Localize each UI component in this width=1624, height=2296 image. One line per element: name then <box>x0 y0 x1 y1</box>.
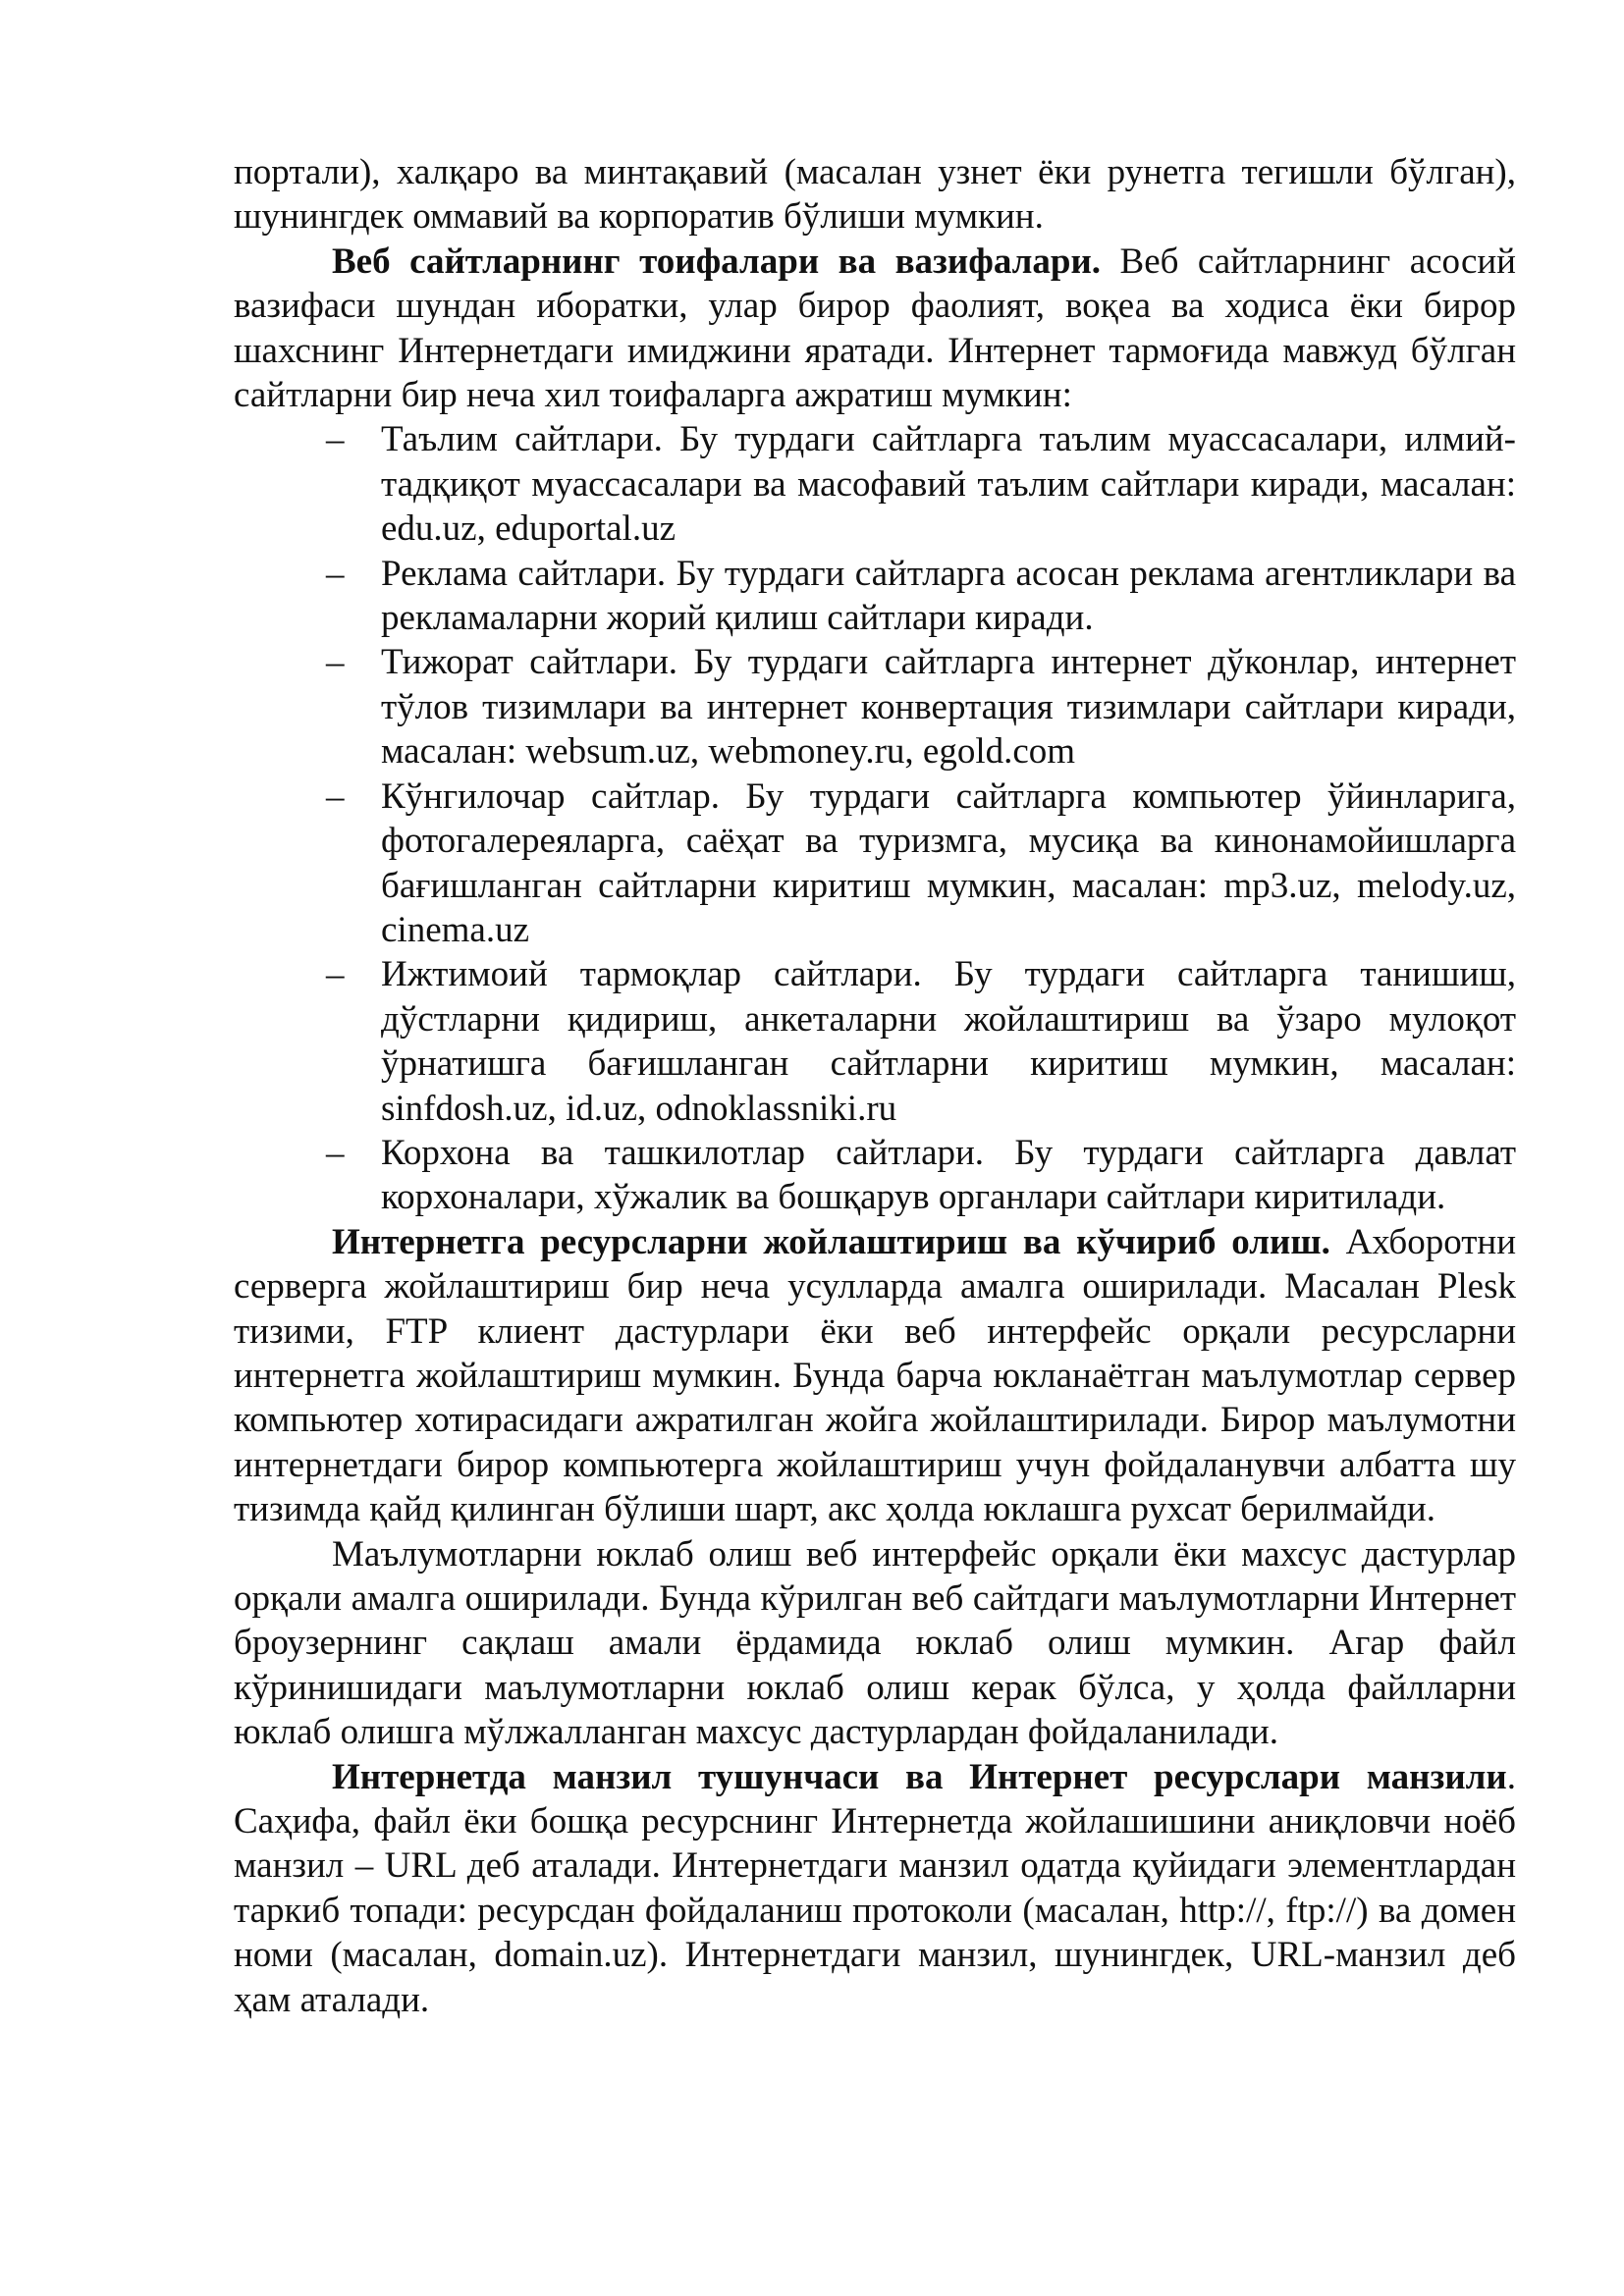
site-categories-list <box>234 417 1516 1219</box>
dash-bullet: – <box>326 419 345 460</box>
dash-bullet: – <box>326 553 345 594</box>
list-item <box>326 952 1516 1131</box>
paragraph-intro-continuation: портали), халқаро ва минтақавий (масалан узнет ёки рунетга тегишли бўлган), шунингдек оммавий ва корпоратив бўлиши мумкин. <box>234 152 1516 238</box>
list-item <box>326 640 1516 774</box>
paragraph-text: Веб сайтларнинг асосий вазифаси шундан иборатки, улар бирор фаолият, воқеа ва ходиса ёки бирор шахснинг Интернетдаги имиджини яратади. Интернет тармоғида мавжуд бўлган сайтларни бир неча хил тоифаларга ажратиш мумкин: <box>234 240 1516 416</box>
dash-bullet: – <box>326 954 345 995</box>
paragraph-internet-address <box>234 1755 1516 2022</box>
dash-bullet: – <box>326 775 345 817</box>
list-item <box>326 1131 1516 1220</box>
list-item-text: Ижтимоий тармоқлар сайтлари. Бу турдаги сайтларга танишиш, дўстларни қидириш, анкеталарни жойлаштириш ва ўзаро мулоқот ўрнатишга бағишланган сайтларни киритиш мумкин, масалан: sinfdosh.uz, id.uz, odnoklassniki.ru <box>381 954 1516 1129</box>
paragraph-site-categories <box>234 240 1516 418</box>
list-item-text: Таълим сайтлари. Бу турдаги сайтларга таълим муассасалари, илмий-тадқиқот муассасалари ва масофавий таълим сайтлари киради, масалан: edu.uz, eduportal.uz <box>381 419 1516 550</box>
list-item-text: Реклама сайтлари. Бу турдаги сайтларга асосан реклама агентликлари ва рекламаларни жорий қилиш сайтлари киради. <box>381 553 1516 639</box>
list-item-text: Тижорат сайтлари. Бу турдаги сайтларга интернет дўконлар, интернет тўлов тизимлари ва интернет конвертация тизимлари сайтлари киради, масалан: websum.uz, webmoney.ru, egold.com <box>381 642 1516 773</box>
list-item <box>326 417 1516 551</box>
list-item <box>326 774 1516 953</box>
list-item-text: Кўнгилочар сайтлар. Бу турдаги сайтларга компьютер ўйинларига, фотогалереяларга, саёҳат ва туризмга, мусиқа ва кинонамойишларга бағишланган сайтларни киритиш мумкин, масалан: mp3.uz, melody.uz, cinema.uz <box>381 775 1516 950</box>
list-item <box>326 552 1516 641</box>
section-heading-internet-address: Интернетда манзил тушунчаси ва Интернет ресурслари манзили <box>332 1756 1507 1797</box>
section-heading-upload-download: Интернетга ресурсларни жойлаштириш ва кўчириб олиш. <box>332 1221 1330 1262</box>
list-item-text: Корхона ва ташкилотлар сайтлари. Бу турдаги сайтларга давлат корхоналари, хўжалик ва бошқарув органлари сайтлари киритилади. <box>381 1132 1516 1218</box>
paragraph-upload-download <box>234 1220 1516 1532</box>
dash-bullet: – <box>326 642 345 683</box>
section-heading-site-categories: Веб сайтларнинг тоифалари ва вазифалари. <box>332 240 1102 282</box>
dash-bullet: – <box>326 1132 345 1173</box>
document-page <box>234 150 1516 2022</box>
paragraph-text: . Саҳифа, файл ёки бошқа ресурснинг Интернетда жойлашишини аниқловчи ноёб манзил – URL деб аталади. Интернетдаги манзил одатда қуйидаги элементлардан таркиб топади: ресурсдан фойдаланиш протоколи (масалан, http://, ftp://) ва домен номи (масалан, domain.uz). Интернетдаги манзил, шунингдек, URL-манзил деб ҳам аталади. <box>234 1756 1516 2020</box>
paragraph-downloading-data: Маълумотларни юклаб олиш веб интерфейс орқали ёки махсус дастурлар орқали амалга оширилади. Бунда кўрилган веб сайтдаги маълумотларни Интернет броузернинг сақлаш амали ёрдамида юклаб олиш мумкин. Агар файл кўринишидаги маълумотларни юклаб олиш керак бўлса, у ҳолда файлларни юклаб олишга мўлжалланган махсус дастурлардан фойдаланилади. <box>234 1533 1516 1753</box>
paragraph-text: Ахборотни серверга жойлаштириш бир неча усулларда амалга оширилади. Масалан Plesk тизими, FTP клиент дастурлари ёки веб интерфейс орқали ресурсларни интернетга жойлаштириш мумкин. Бунда барча юкланаётган маълумотлар сервер компьютер хотирасидаги ажратилган жойга жойлаштирилади. Бирор маълумотни интернетдаги бирор компьютерга жойлаштириш учун фойдаланувчи албатта шу тизимда қайд қилинган бўлиши шарт, акс ҳолда юклашга рухсат берилмайди. <box>234 1221 1517 1530</box>
